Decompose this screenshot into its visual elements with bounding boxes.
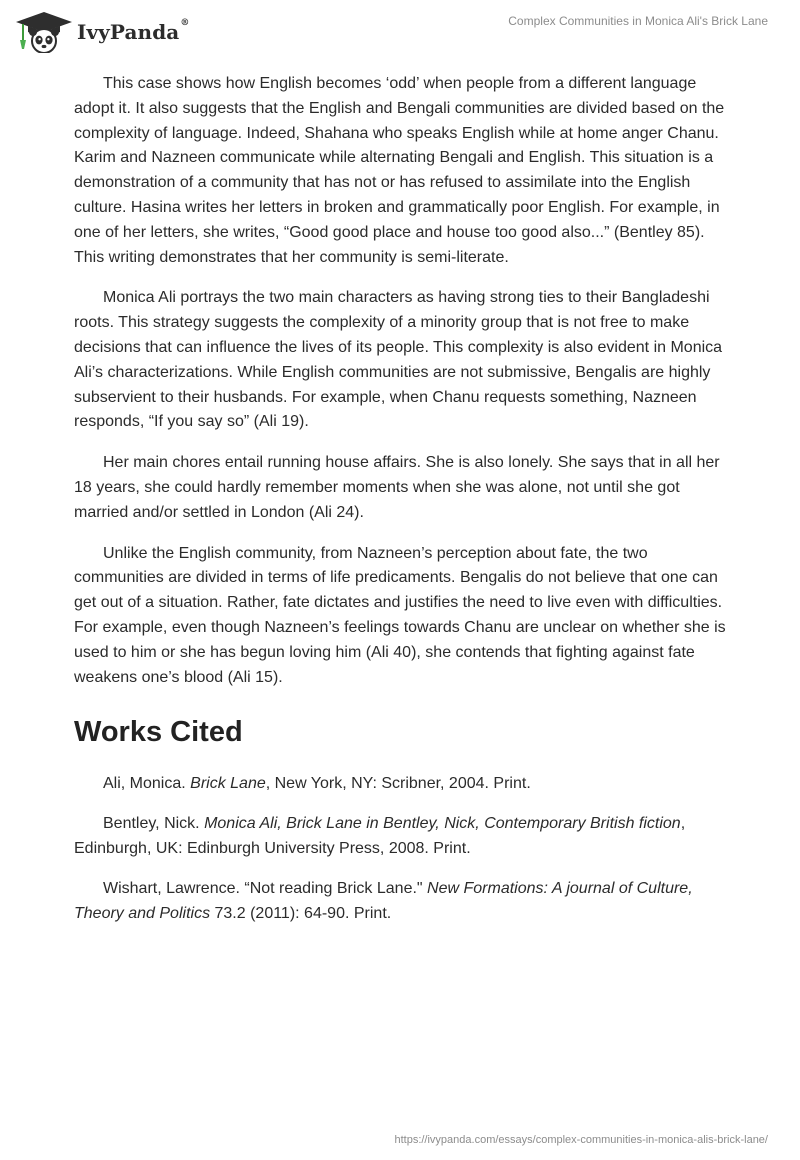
page-header	[0, 0, 800, 60]
body-paragraph: Monica Ali portrays the two main characters as having strong ties to their Bangladeshi roots. This strategy suggests the complexity of a minority group that is not free to make decisions that can influence the lives of its people. This complexity is also evident in Monica Ali’s characterizations. While English communities are not submissive, Bengalis are highly subservient to their husbands. For example, when Chanu requests something, Nazneen responds, “If you say so” (Ali 19).	[74, 289, 723, 431]
citation-publication: 73.2 (2011): 64-90. Print.	[210, 904, 392, 922]
citation-title: Brick Lane	[190, 775, 266, 793]
citation-author: Ali, Monica.	[103, 775, 191, 793]
registered-mark: ®	[180, 18, 190, 28]
panda-graduate-logo-icon[interactable]	[14, 9, 74, 53]
brand-text: IvyPanda	[77, 20, 180, 44]
citation-entry	[74, 812, 728, 862]
citation-author: Wishart, Lawrence. “Not reading Brick Lane."	[103, 879, 428, 897]
citation-title: New Formations: A journal of Culture, Theory and Politics	[74, 879, 693, 922]
document-title: Complex Communities in Monica Ali's Brick Lane	[508, 14, 768, 28]
citation-title: Monica Ali, Brick Lane in Bentley, Nick, Contemporary British fiction	[204, 815, 681, 833]
brand-name[interactable]	[77, 20, 189, 44]
essay-content	[74, 72, 728, 941]
citation-entry	[74, 772, 728, 797]
body-paragraph: Her main chores entail running house affairs. She is also lonely. She says that in all her 18 years, she could hardly remember moments when she was alone, not until she got married and/or settled in London (Ali 24).	[74, 454, 720, 521]
citation-entry	[74, 877, 728, 927]
citation-author: Bentley, Nick.	[103, 815, 205, 833]
citation-publication: , New York, NY: Scribner, 2004. Print.	[265, 775, 531, 793]
works-cited-heading: Works Cited	[74, 716, 243, 749]
body-paragraph: Unlike the English community, from Nazneen’s perception about fate, the two communities are divided in terms of life predicaments. Bengalis do not believe that one can get out of a situation. Rather, fate dictates and justifies the need to live even with difficulties. For example, even though Nazneen’s feelings towards Chanu are unclear on whether she is used to him or she has begun loving him (Ali 40), she contends that fighting against fate weakens one’s blood (Ali 15).	[74, 544, 726, 686]
body-paragraph: This case shows how English becomes ‘odd’ when people from a different language adopt it. It also suggests that the English and Bengali communities are divided based on the complexity of language. Indeed, Shahana who speaks English while at home anger Chanu. Karim and Nazneen communicate while alternating Bengali and English. This situation is a demonstration of a community that has not or has refused to assimilate into the English culture. Hasina writes her letters in broken and grammatically poor English. For example, in one of her letters, she writes, “Good good place and house too good also...” (Bentley 85). This writing demonstrates that her community is semi-literate.	[74, 75, 725, 266]
citation-publication: , Edinburgh, UK: Edinburgh University Press, 2008. Print.	[74, 815, 686, 857]
source-url-link[interactable]: https://ivypanda.com/essays/complex-communities-in-monica-alis-brick-lane/	[394, 1134, 768, 1146]
